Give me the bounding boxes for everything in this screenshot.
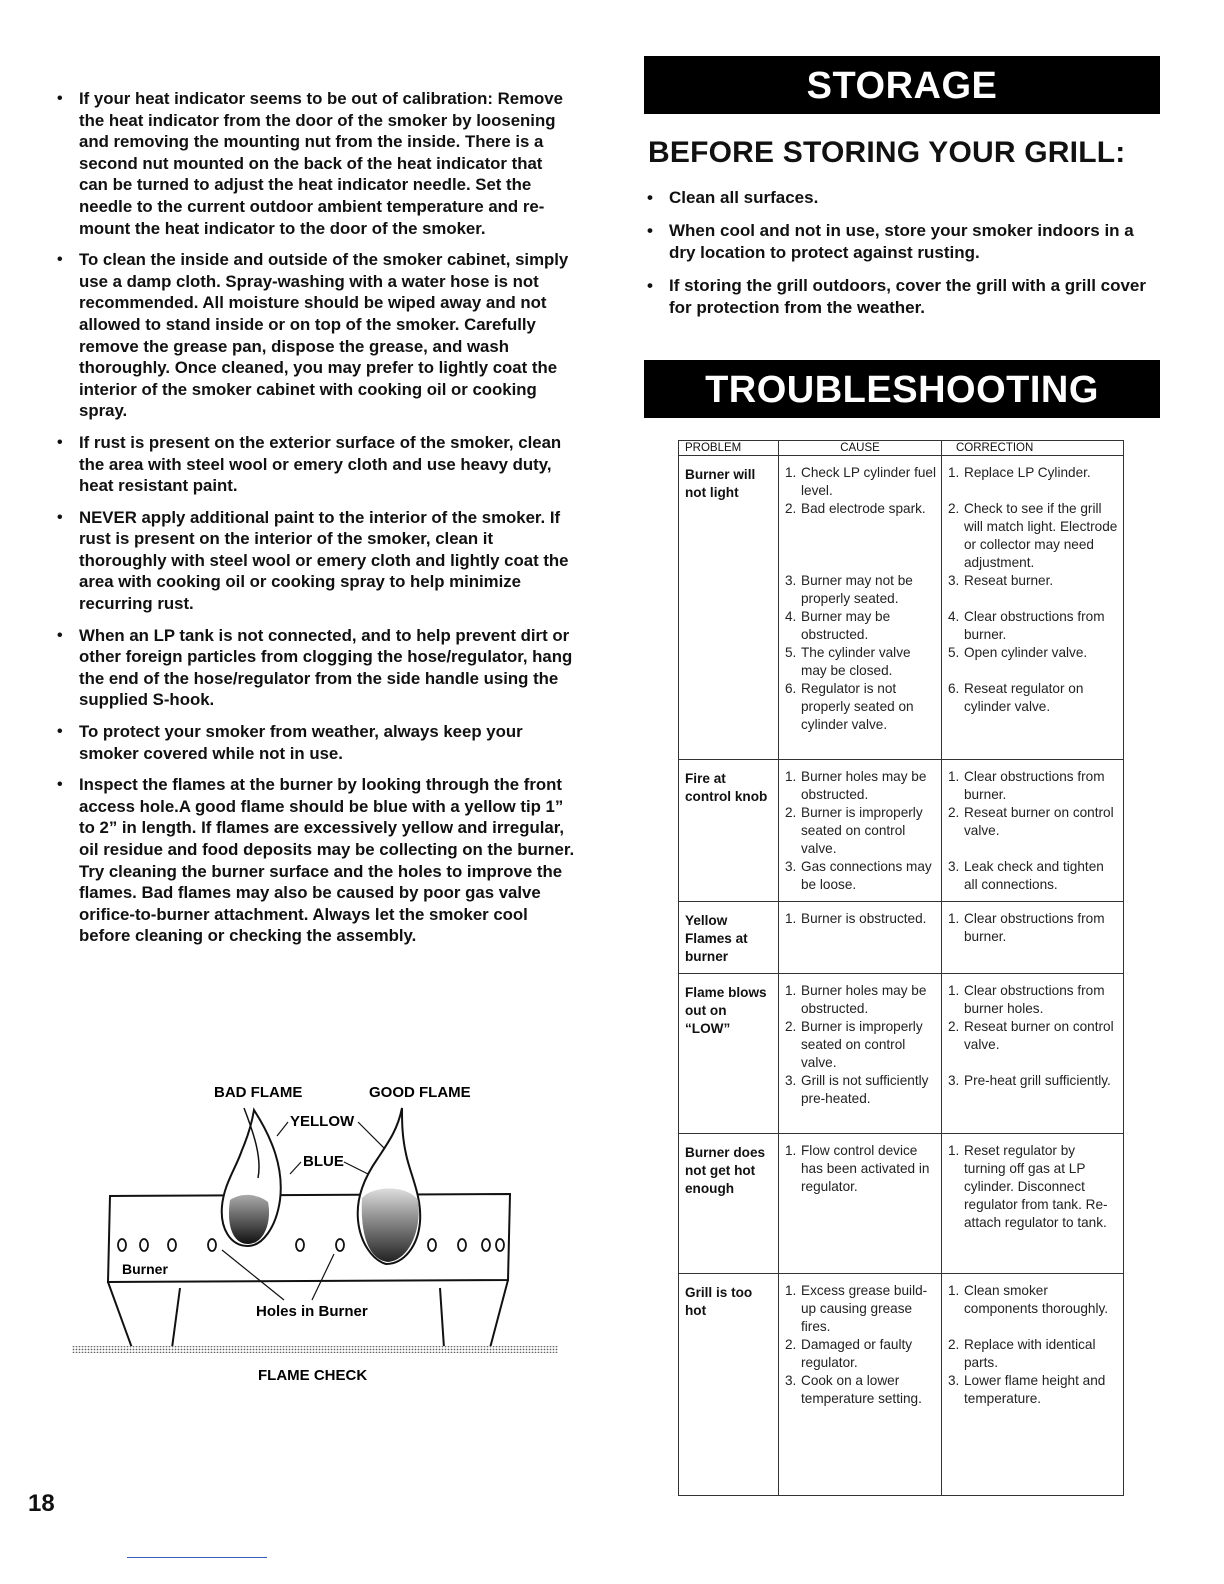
step-number: 2.	[785, 501, 797, 516]
burner-label: Burner	[122, 1261, 168, 1277]
cause-list	[785, 1274, 937, 1408]
correction-cell	[942, 974, 1124, 1134]
step-number: 2.	[948, 1337, 960, 1352]
page-number: 18	[28, 1490, 55, 1517]
correction-step	[948, 982, 1119, 1018]
correction-cell	[942, 1274, 1124, 1496]
cause-list	[785, 974, 937, 1108]
storage-item: • When cool and not in use, store your smoker indoors in a dry location to protect against rusting.	[645, 220, 1155, 264]
step-text: Gas connections may be loose.	[801, 859, 932, 892]
step-text: Burner holes may be obstructed.	[801, 769, 927, 802]
step-text: Clear obstructions from burner.	[964, 911, 1105, 944]
cause-list	[785, 1134, 937, 1232]
step-text: Burner may be obstructed.	[801, 609, 891, 642]
correction-list	[948, 902, 1119, 946]
header-problem: PROBLEM	[679, 441, 779, 456]
step-text: Reseat burner on control valve.	[964, 1019, 1114, 1052]
step-text: Reseat regulator on cylinder valve.	[964, 681, 1084, 714]
left-column	[55, 88, 575, 957]
step-text: Clear obstructions from burner.	[964, 769, 1105, 802]
step-text: Flow control device has been activated in regulator.	[801, 1143, 930, 1194]
cause-step	[785, 608, 937, 644]
cause-list	[785, 456, 937, 734]
bullet-lp-tank: • When an LP tank is not connected, and to help prevent dirt or other foreign particles from clogging the hose/regulator, hang the end of the hose/regulator from the side handle using the supplied S-hook.	[55, 625, 575, 711]
correction-step	[948, 804, 1119, 858]
correction-cell	[942, 760, 1124, 902]
step-number: 1.	[785, 983, 797, 998]
step-number: 3.	[948, 1073, 960, 1088]
correction-step	[948, 1072, 1119, 1108]
bullet-weather: • To protect your smoker from weather, always keep your smoker covered while not in use.	[55, 721, 575, 764]
cause-step	[785, 1336, 937, 1372]
step-number: 3.	[948, 859, 960, 874]
step-number: 2.	[948, 805, 960, 820]
header-correction: CORRECTION	[942, 441, 1124, 456]
step-text: Burner is obstructed.	[801, 911, 927, 926]
troubleshooting-table	[678, 440, 1124, 1496]
step-number: 6.	[948, 681, 960, 696]
bullet-heat-indicator: • If your heat indicator seems to be out of calibration: Remove the heat indicator from the door of the smoker by loosening and removing the mounting nut from the inside. There is a second nut mounted on the back of the heat indicator that can be turned to adjust the heat indicator needle. Set the needle to the current outdoor ambient temperature and re-mount the heat indicator to the door of the smoker.	[55, 88, 575, 239]
correction-list	[948, 1134, 1119, 1232]
cause-step	[785, 1142, 937, 1232]
cause-step	[785, 500, 937, 572]
cause-step	[785, 1282, 937, 1336]
correction-step	[948, 910, 1119, 946]
header-cause: CAUSE	[779, 441, 942, 456]
correction-list	[948, 1274, 1119, 1408]
step-text: Damaged or faulty regulator.	[801, 1337, 913, 1370]
problem-cell: Burner will not light	[679, 456, 779, 760]
step-text: Reset regulator by turning off gas at LP cylinder. Disconnect regulator from tank. Re-attach regulator to tank.	[964, 1143, 1108, 1230]
storage-list	[645, 187, 1155, 330]
holes-label: Holes in Burner	[256, 1303, 368, 1320]
correction-step	[948, 464, 1119, 500]
correction-step	[948, 680, 1119, 734]
correction-step	[948, 1282, 1119, 1336]
step-text: Grill is not sufficiently pre-heated.	[801, 1073, 929, 1106]
step-text: Clear obstructions from burner holes.	[964, 983, 1105, 1016]
step-text: The cylinder valve may be closed.	[801, 645, 911, 678]
problem-cell: Burner does not get hot enough	[679, 1134, 779, 1274]
step-text: Excess grease build-up causing grease fires.	[801, 1283, 928, 1334]
correction-cell	[942, 1134, 1124, 1274]
correction-step	[948, 1018, 1119, 1072]
step-number: 1.	[948, 911, 960, 926]
correction-list	[948, 974, 1119, 1108]
step-number: 5.	[948, 645, 960, 660]
step-number: 5.	[785, 645, 797, 660]
step-number: 1.	[785, 465, 797, 480]
correction-step	[948, 500, 1119, 572]
bullet-cleaning: • To clean the inside and outside of the smoker cabinet, simply use a damp cloth. Spray-washing with a water hose is not recommended. All moisture should be wiped away and not allowed to stand inside or on top of the smoker. Carefully remove the grease pan, dispose the grease, and wash thoroughly. Once cleaned, you may prefer to lightly coat the interior of the smoker cabinet with cooking oil or cooking spray.	[55, 249, 575, 422]
table-row	[679, 760, 1124, 902]
correction-step	[948, 608, 1119, 644]
figure-caption: FLAME CHECK	[258, 1367, 368, 1384]
storage-banner: STORAGE	[644, 56, 1160, 114]
step-number: 1.	[948, 983, 960, 998]
bullet-interior-paint: • NEVER apply additional paint to the interior of the smoker. If rust is present on the interior of the smoker, clean it thoroughly with steel wool or emery cloth and lightly coat the area with cooking oil or cooking spray to help minimize recurring rust.	[55, 507, 575, 615]
step-number: 4.	[948, 609, 960, 624]
burner-box	[108, 1194, 510, 1282]
cause-step	[785, 572, 937, 608]
step-number: 1.	[948, 465, 960, 480]
cause-step	[785, 1372, 937, 1408]
bullet-inspect-flames: • Inspect the flames at the burner by looking through the front access hole.A good flame should be blue with a yellow tip 1” to 2” in length. If flames are excessively yellow and irregular, oil residue and food deposits may be collecting on the burner. Try cleaning the burner surface and the holes to improve the flames. Bad flames may also be caused by poor gas valve orifice-to-burner attachment. Always let the smoker cool before cleaning or checking the assembly.	[55, 774, 575, 947]
correction-list	[948, 456, 1119, 734]
step-number: 3.	[785, 1373, 797, 1388]
step-number: 1.	[785, 1283, 797, 1298]
cause-list	[785, 760, 937, 894]
cause-cell	[779, 974, 942, 1134]
step-text: Cook on a lower temperature setting.	[801, 1373, 922, 1406]
step-number: 1.	[785, 1143, 797, 1158]
correction-list	[948, 760, 1119, 894]
correction-step	[948, 1336, 1119, 1372]
cause-step	[785, 858, 937, 894]
step-number: 1.	[948, 1283, 960, 1298]
step-number: 3.	[785, 1073, 797, 1088]
correction-step	[948, 572, 1119, 608]
correction-cell	[942, 902, 1124, 974]
cause-step	[785, 1072, 937, 1108]
correction-cell	[942, 456, 1124, 760]
step-text: Open cylinder valve.	[964, 645, 1088, 660]
step-number: 2.	[785, 1337, 797, 1352]
problem-cell: Yellow Flames at burner	[679, 902, 779, 974]
problem-cell: Flame blows out on “LOW”	[679, 974, 779, 1134]
cause-step	[785, 982, 937, 1018]
cause-step	[785, 644, 937, 680]
step-text: Pre-heat grill sufficiently.	[964, 1073, 1111, 1088]
cause-step	[785, 910, 937, 946]
flame-check-diagram	[72, 1078, 558, 1390]
table-row	[679, 902, 1124, 974]
step-number: 1.	[948, 1143, 960, 1158]
step-text: Burner is improperly seated on control valve.	[801, 805, 923, 856]
table-row	[679, 974, 1124, 1134]
step-number: 2.	[785, 1019, 797, 1034]
step-number: 4.	[785, 609, 797, 624]
blue-label: BLUE	[303, 1153, 344, 1170]
step-text: Burner is improperly seated on control valve.	[801, 1019, 923, 1070]
bad-flame-label: BAD FLAME	[214, 1084, 303, 1101]
step-text: Reseat burner on control valve.	[964, 805, 1114, 838]
cause-cell	[779, 1274, 942, 1496]
table-row	[679, 1134, 1124, 1274]
step-number: 1.	[785, 769, 797, 784]
correction-step	[948, 1142, 1119, 1232]
before-storing-heading: BEFORE STORING YOUR GRILL:	[648, 136, 1126, 169]
correction-step	[948, 644, 1119, 680]
cause-cell	[779, 456, 942, 760]
cause-step	[785, 680, 937, 734]
step-text: Clean smoker components thoroughly.	[964, 1283, 1109, 1316]
cause-list	[785, 902, 937, 946]
step-number: 3.	[785, 573, 797, 588]
problem-cell: Fire at control knob	[679, 760, 779, 902]
step-text: Clear obstructions from burner.	[964, 609, 1105, 642]
step-text: Bad electrode spark.	[801, 501, 926, 516]
problem-cell: Grill is too hot	[679, 1274, 779, 1496]
cause-cell	[779, 902, 942, 974]
step-text: Leak check and tighten all connections.	[964, 859, 1104, 892]
troubleshooting-banner: TROUBLESHOOTING	[644, 360, 1160, 418]
step-number: 6.	[785, 681, 797, 696]
step-text: Replace LP Cylinder.	[964, 465, 1091, 480]
table-row	[679, 1274, 1124, 1496]
step-text: Burner may not be properly seated.	[801, 573, 913, 606]
step-text: Reseat burner.	[964, 573, 1054, 588]
cause-step	[785, 804, 937, 858]
correction-step	[948, 768, 1119, 804]
cause-step	[785, 768, 937, 804]
table-header-row	[679, 441, 1124, 456]
yellow-label: YELLOW	[290, 1113, 355, 1130]
good-flame-label: GOOD FLAME	[369, 1084, 471, 1101]
cause-cell	[779, 1134, 942, 1274]
table-row	[679, 456, 1124, 760]
step-number: 2.	[785, 805, 797, 820]
cause-cell	[779, 760, 942, 902]
footer-rule	[127, 1557, 267, 1558]
step-number: 2.	[948, 501, 960, 516]
step-text: Burner holes may be obstructed.	[801, 983, 927, 1016]
step-text: Replace with identical parts.	[964, 1337, 1096, 1370]
step-text: Check to see if the grill will match light. Electrode or collector may need adjustment.	[964, 501, 1118, 570]
bullet-exterior-rust: • If rust is present on the exterior surface of the smoker, clean the area with steel wool or emery cloth and use heavy duty, heat resistant paint.	[55, 432, 575, 497]
step-number: 3.	[785, 859, 797, 874]
step-number: 1.	[948, 769, 960, 784]
step-text: Lower flame height and temperature.	[964, 1373, 1106, 1406]
step-text: Regulator is not properly seated on cylinder valve.	[801, 681, 914, 732]
step-number: 2.	[948, 1019, 960, 1034]
step-text: Check LP cylinder fuel level.	[801, 465, 937, 498]
storage-item: • Clean all surfaces.	[645, 187, 1155, 209]
cause-step	[785, 464, 937, 500]
storage-item: • If storing the grill outdoors, cover the grill with a grill cover for protection from the weather.	[645, 275, 1155, 319]
cause-step	[785, 1018, 937, 1072]
step-number: 3.	[948, 1373, 960, 1388]
correction-step	[948, 858, 1119, 894]
step-number: 3.	[948, 573, 960, 588]
ground-line	[72, 1346, 558, 1353]
correction-step	[948, 1372, 1119, 1408]
maintenance-bullets	[55, 88, 575, 947]
step-number: 1.	[785, 911, 797, 926]
